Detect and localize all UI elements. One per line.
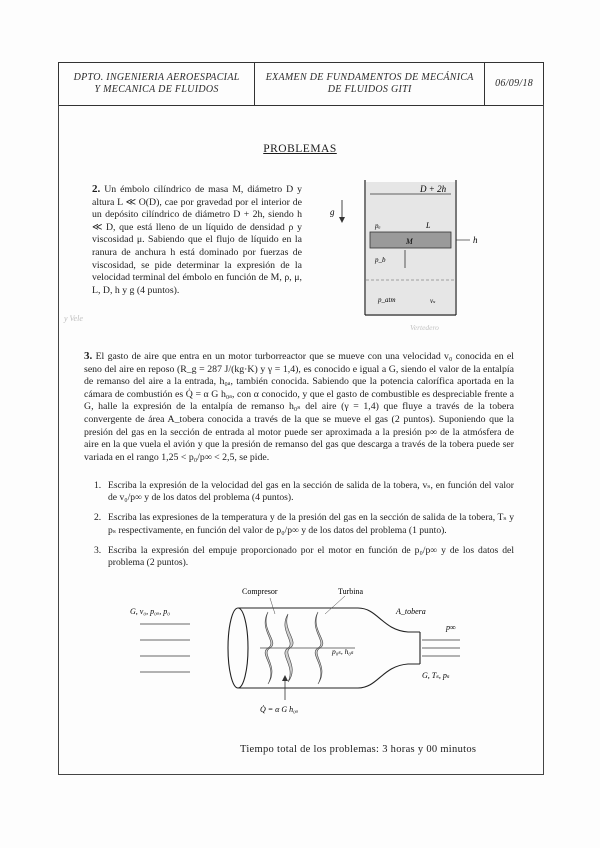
section-title: PROBLEMAS — [263, 143, 337, 155]
label-inlet: G, v₀, p₀ₐ, p₀ — [130, 607, 171, 616]
label-pinf: p∞ — [446, 623, 456, 632]
label-chamber: p₀ₛ, h₀ₛ — [332, 647, 354, 656]
label-turbine: Turbina — [338, 587, 364, 596]
exam-title-line-2: DE FLUIDOS GITI — [327, 84, 412, 95]
inlet-flow-lines — [140, 624, 190, 672]
question-text: Escriba las expresiones de la temperatura y de la presión del gas en la sección de salida de la tobera, Tₛ y pₛ respectivamente, en función del valor de p₀/p∞ y de los datos del problema (1 punto). — [108, 512, 514, 536]
question-item — [84, 512, 514, 536]
exam-title-cell — [255, 63, 485, 105]
total-time-note: Tiempo total de los problemas: 3 horas y 00 minutos — [240, 744, 477, 755]
question-item — [84, 545, 514, 569]
problem-3 — [84, 350, 514, 464]
exam-header — [58, 62, 544, 106]
figure-label-pb: p_b — [375, 256, 386, 264]
figure-caption: Vertedero — [410, 323, 439, 332]
exam-date: 06/09/18 — [495, 78, 534, 89]
margin-note: y Vele — [64, 314, 83, 323]
exit-flow-lines — [422, 640, 460, 656]
figure-label-l: L — [426, 221, 431, 230]
label-atobera: A_tobera — [396, 607, 426, 616]
department-line-2: Y MECANICA DE FLUIDOS — [94, 84, 219, 95]
question-number: 3. — [94, 544, 102, 556]
problem-2-number: 2. — [92, 183, 101, 195]
gravity-arrowhead — [339, 217, 345, 223]
question-text: Escriba la expresión de la velocidad del gas en la sección de salida de la tobera, vₛ, en función del valor de v₀/p∞ y de los datos del problema (4 puntos). — [108, 480, 514, 504]
turbine-leader — [325, 596, 345, 614]
department-cell — [59, 63, 255, 105]
exam-title-line-1: EXAMEN DE FUNDAMENTOS DE MECÁNICA — [265, 72, 474, 83]
turbojet-figure — [120, 582, 520, 722]
figure-label-h: h — [473, 235, 478, 245]
problem-3-number: 3. — [84, 350, 93, 362]
problem-3-questions — [84, 480, 514, 577]
department-line-1: DPTO. INGENIERIA AEROESPACIAL — [73, 72, 240, 83]
label-exit: G, Tₛ, pₛ — [422, 671, 450, 680]
figure-label-g: g — [330, 207, 335, 217]
label-compressor: Compresor — [242, 587, 278, 596]
heat-arrowhead — [282, 675, 288, 681]
problem-2-text: Un émbolo cilíndrico de masa M, diámetro D y altura L ≪ O(D), cae por gravedad por el interior de un depósito cilíndrico de diámetro D + 2h, siendo h ≪ D, que está lleno de un líquido de densidad ρ y viscosidad μ. Sabiendo que el flujo de líquido en la ranura de anchura h está dominado por fuerzas de viscosidad, se pide determinar la expresión de la velocidad terminal del émbolo en función de M, ρ, μ, L, D, h y g (4 puntos). — [92, 184, 303, 296]
question-number: 1. — [94, 480, 102, 491]
figure-label-pa: pₐ — [375, 222, 381, 230]
problem-2 — [92, 183, 302, 297]
figure-label-patm: p_atm — [378, 296, 396, 304]
piston-figure — [320, 170, 500, 335]
figure-label-top: D + 2h — [420, 184, 447, 194]
label-heat: Q̇ = α G h₀ₐ — [260, 705, 299, 714]
problem-3-text: El gasto de aire que entra en un motor turborreactor que se mueve con una velocidad v₀ conocida en el seno del aire en reposo (R_g = 287 J/(kg·K) y γ = 1,4), es conocido e igual a G, siendo el valor de la entalpía de remanso del aire a la entrada, h₀ₐ, también conocida. Sabiendo que la potencia calorífica aportada en la cámara de combustión es Q̇ = α G h₀ₐ, con α conocido, y que el gasto de combustible es despreciable frente a G, halle la expresión de la entalpía de remanso h₀ₛ del aire (γ = 1,4) que fluye a través de la tobera convergente de área A_tobera conocida a través de la que se mueve el gas (2 puntos). Suponiendo que la presión del gas en la sección de entrada al motor puede ser aproximada a la presión p∞ de la atmósfera de aire en la que vuela el avión y que la presión de remanso del gas que descarga a través de la tobera puede ser variada en el rango 1,25 < p₀/p∞ < 2,5, se pide. — [84, 351, 515, 463]
question-item — [84, 480, 514, 504]
question-number: 2. — [94, 512, 102, 524]
compressor-leader — [270, 598, 275, 614]
question-text: Escriba la expresión del empuje proporcionado por el motor en función de p₀/p∞ y de los datos del problema (2 puntos). — [108, 544, 514, 569]
figure-label-m: M — [406, 237, 413, 246]
figure-label-vs: vₛ — [430, 297, 436, 305]
